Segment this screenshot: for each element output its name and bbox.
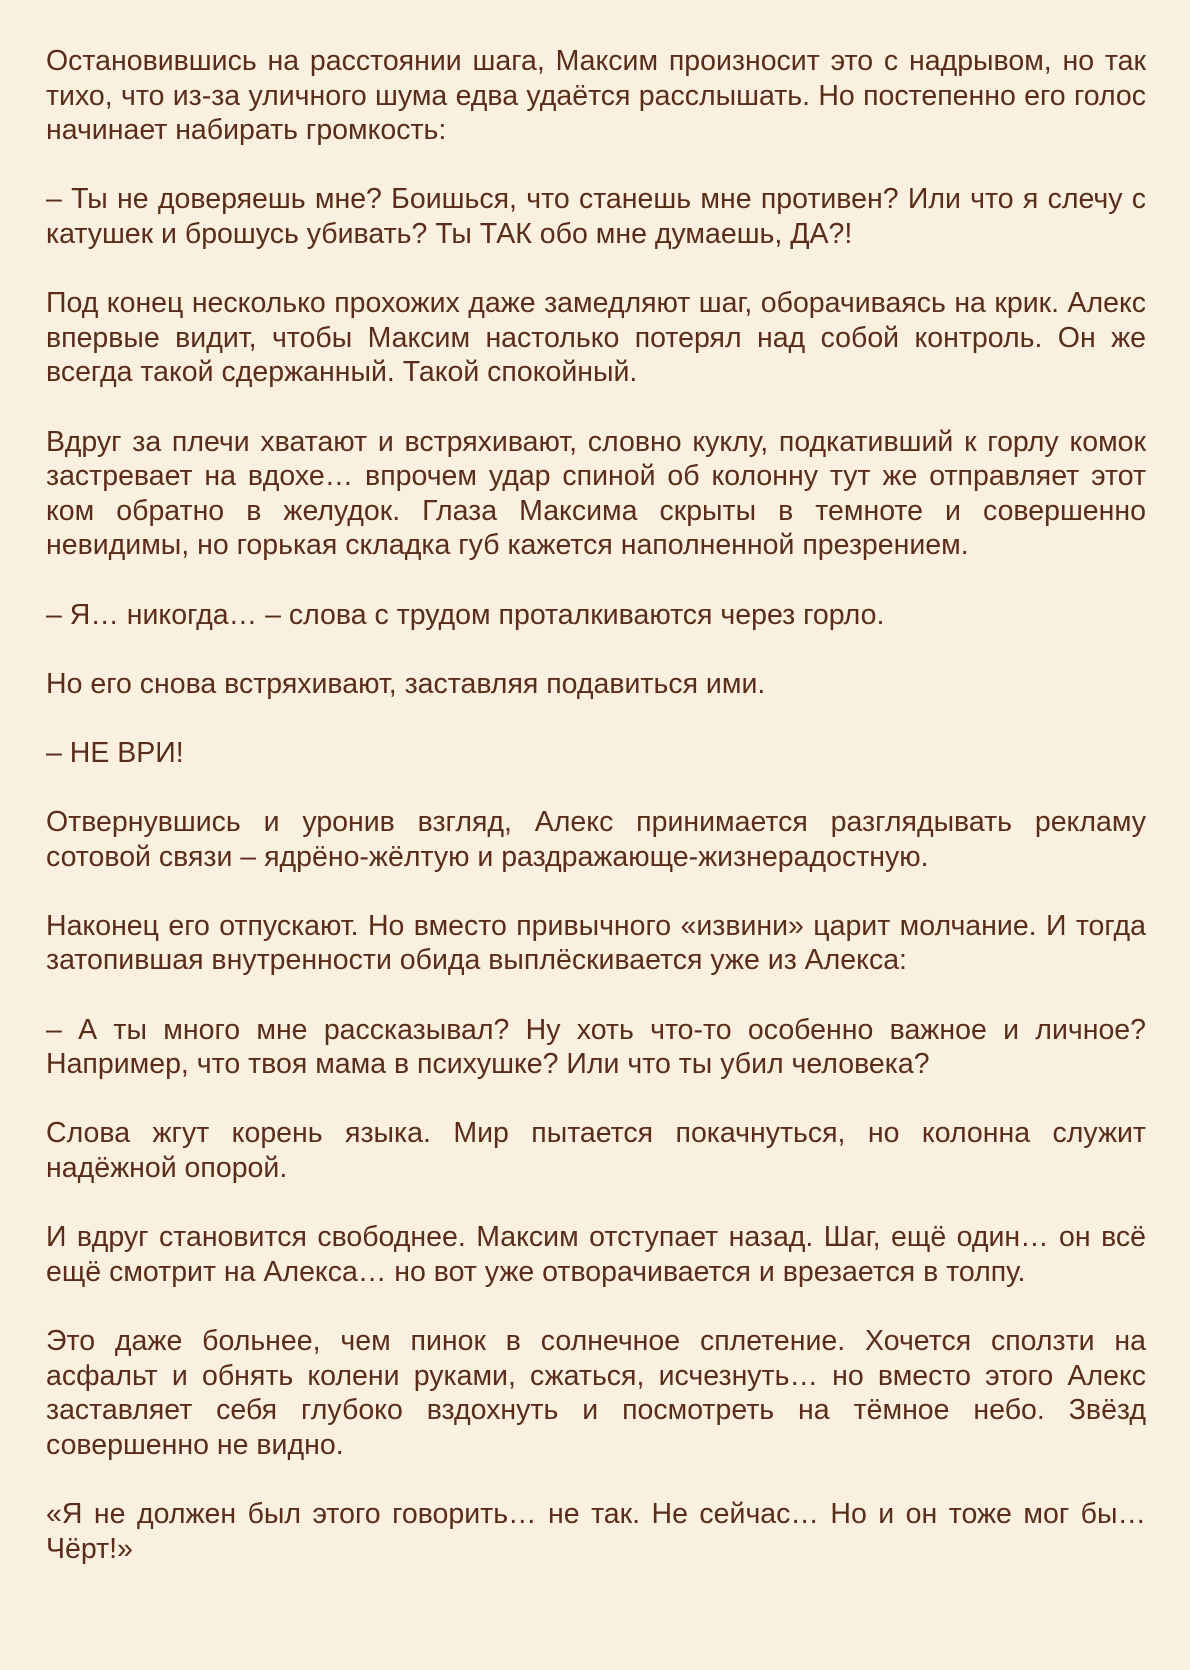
paragraph-11: Слова жгут корень языка. Мир пытается покачнуться, но колонна служит надёжной опорой. xyxy=(46,1117,1146,1184)
paragraph-9: Наконец его отпускают. Но вместо привычного «извини» царит молчание. И тогда затопившая внутренности обида выплёскивается уже из Алекса: xyxy=(46,909,1146,977)
paragraph-4: Вдруг за плечи хватают и встряхивают, словно куклу, подкативший к горлу комок застревает на вдохе… впрочем удар спиной об колонну тут же отправляет этот ком обратно в желудок. Глаза Максима скрыты в темноте и совершенно невидимы, но горькая складка губ кажется наполненной презрением. xyxy=(46,425,1146,562)
paragraph-13: Это даже больнее, чем пинок в солнечное сплетение. Хочется сползти на асфальт и обнять колени руками, сжаться, исчезнуть… но вместо этого Алекс заставляет себя глубоко вздохнуть и посмотреть на тёмное небо. Звёзд совершенно не видно. xyxy=(46,1324,1146,1461)
paragraph-1: Остановившись на расстоянии шага, Максим произносит это с надрывом, но так тихо, что из-за уличного шума едва удаётся расслышать. Но постепенно его голос начинает набирать громкость: xyxy=(46,45,1146,147)
paragraph-6: Но его снова встряхивают, заставляя подавиться ими. xyxy=(46,667,766,700)
paragraph-14: «Я не должен был этого говорить… не так. Не сейчас… Но и он тоже мог бы… Чёрт!» xyxy=(46,1497,1146,1565)
paragraph-5: – Я… никогда… – слова с трудом проталкиваются через горло. xyxy=(46,598,885,631)
paragraph-7: – НЕ ВРИ! xyxy=(46,736,184,769)
paragraph-3: Под конец несколько прохожих даже замедляют шаг, оборачиваясь на крик. Алекс впервые видит, чтобы Максим настолько потерял над собой контроль. Он же всегда такой сдержанный. Такой спокойный. xyxy=(46,287,1146,389)
paragraph-10: – А ты много мне рассказывал? Ну хоть что-то особенно важное и личное? Например, что твоя мама в психушке? Или что ты убил человека? xyxy=(46,1013,1146,1081)
paragraph-12: И вдруг становится свободнее. Максим отступает назад. Шаг, ещё один… он всё ещё смотрит на Алекса… но вот уже отворачивается и врезается в толпу. xyxy=(46,1221,1146,1288)
paragraph-2: – Ты не доверяешь мне? Боишься, что станешь мне противен? Или что я слечу с катушек и брошусь убивать? Ты ТАК обо мне думаешь, ДА?! xyxy=(46,183,1146,250)
paragraph-8: Отвернувшись и уронив взгляд, Алекс принимается разглядывать рекламу сотовой связи – ядрёно-жёлтую и раздражающе-жизнерадостную. xyxy=(46,806,1146,873)
